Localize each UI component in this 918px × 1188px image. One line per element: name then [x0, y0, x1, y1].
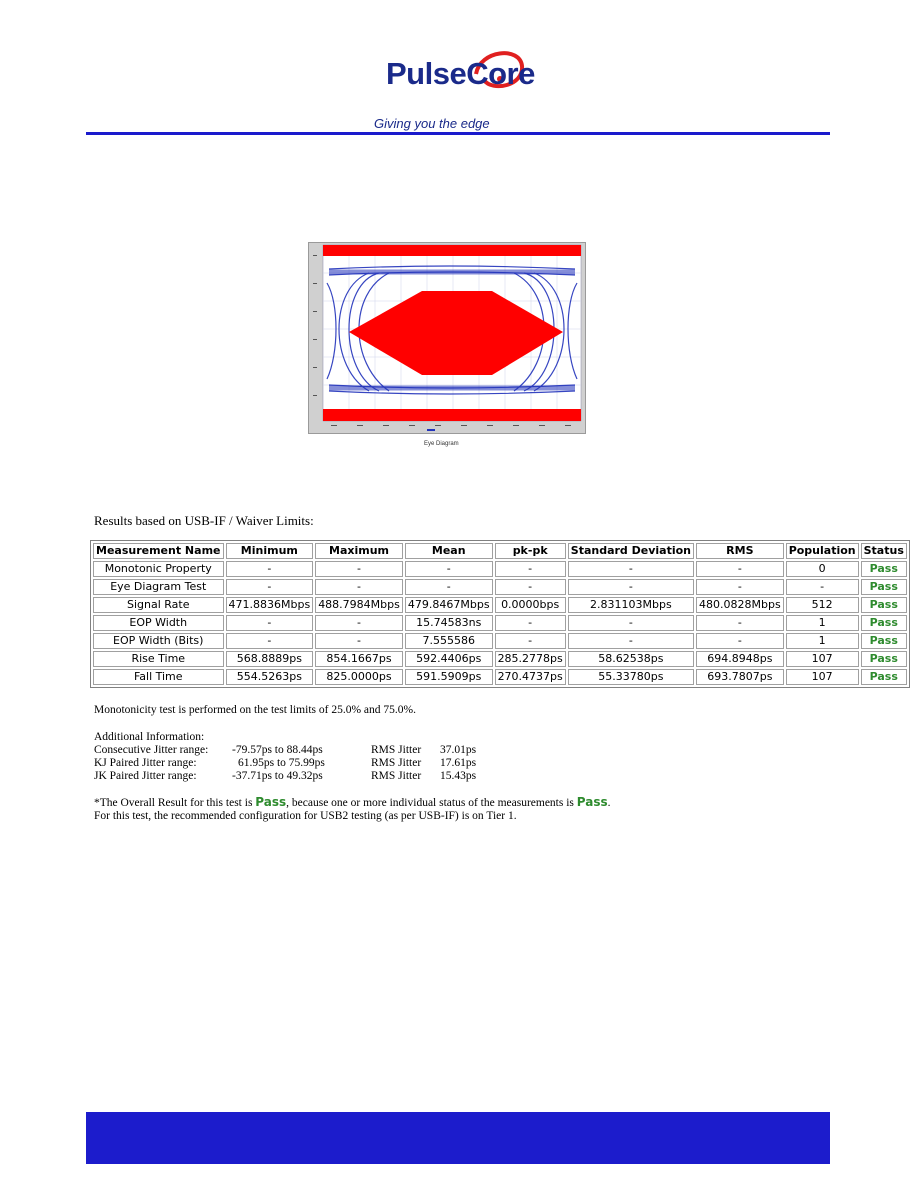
- table-cell: 592.4406ps: [405, 651, 493, 667]
- overall-suffix: .: [607, 797, 611, 809]
- config-note: For this test, the recommended configuration for USB2 testing (as per USB-IF) is on Tier 1.: [94, 810, 517, 822]
- table-cell: 480.0828Mbps: [696, 597, 784, 613]
- table-cell: 2.831103Mbps: [568, 597, 694, 613]
- table-cell: 694.8948ps: [696, 651, 784, 667]
- rms-jitter-label: RMS Jitter: [371, 757, 422, 769]
- table-cell: 55.33780ps: [568, 669, 694, 685]
- table-cell: -: [226, 615, 314, 631]
- table-cell: -: [495, 561, 566, 577]
- table-cell: -: [226, 579, 314, 595]
- table-cell: 488.7984Mbps: [315, 597, 403, 613]
- table-cell: -: [696, 561, 784, 577]
- table-cell: 1: [786, 615, 859, 631]
- status-cell: Pass: [861, 651, 907, 667]
- logo-tagline: Giving you the edge: [374, 116, 490, 131]
- measurement-name-cell: Fall Time: [93, 669, 224, 685]
- rms-jitter-label: RMS Jitter: [371, 770, 422, 782]
- table-cell: -: [226, 561, 314, 577]
- measurement-name-cell: EOP Width (Bits): [93, 633, 224, 649]
- table-cell: -: [696, 615, 784, 631]
- table-cell: -: [696, 633, 784, 649]
- table-cell: -: [568, 561, 694, 577]
- table-cell: 15.74583ns: [405, 615, 493, 631]
- status-cell: Pass: [861, 597, 907, 613]
- overall-pass-status: Pass: [576, 795, 608, 809]
- status-cell: Pass: [861, 579, 907, 595]
- table-cell: 591.5909ps: [405, 669, 493, 685]
- jitter-range: -79.57ps to 88.44ps: [232, 744, 323, 756]
- overall-result: [94, 795, 611, 809]
- table-row: [93, 669, 907, 685]
- table-cell: 512: [786, 597, 859, 613]
- table-cell: -: [495, 615, 566, 631]
- table-row: [93, 597, 907, 613]
- table-row: [93, 561, 907, 577]
- table-cell: -: [315, 579, 403, 595]
- table-cell: -: [315, 633, 403, 649]
- jitter-label: JK Paired Jitter range:: [94, 770, 197, 782]
- rms-jitter-value: 17.61ps: [440, 757, 477, 769]
- table-row: [93, 579, 907, 595]
- table-cell: 479.8467Mbps: [405, 597, 493, 613]
- eye-diagram-image: [308, 242, 586, 434]
- column-header: Status: [861, 543, 907, 559]
- column-header: pk-pk: [495, 543, 566, 559]
- table-cell: 107: [786, 669, 859, 685]
- table-cell: 471.8836Mbps: [226, 597, 314, 613]
- table-cell: -: [315, 561, 403, 577]
- status-cell: Pass: [861, 633, 907, 649]
- table-cell: 107: [786, 651, 859, 667]
- table-cell: -: [696, 579, 784, 595]
- jitter-range: -37.71ps to 49.32ps: [232, 770, 323, 782]
- status-cell: Pass: [861, 561, 907, 577]
- column-header: RMS: [696, 543, 784, 559]
- header-rule: [86, 132, 830, 135]
- table-cell: -: [226, 633, 314, 649]
- table-row: [93, 633, 907, 649]
- table-cell: 693.7807ps: [696, 669, 784, 685]
- logo-wordmark: PulseCore: [386, 56, 535, 91]
- company-logo: [374, 44, 544, 136]
- results-table: [90, 540, 910, 688]
- table-cell: 0: [786, 561, 859, 577]
- table-cell: 1: [786, 633, 859, 649]
- column-header: Mean: [405, 543, 493, 559]
- jitter-range: 61.95ps to 75.99ps: [238, 757, 325, 769]
- overall-prefix: *The Overall Result for this test is: [94, 797, 256, 809]
- column-header: Minimum: [226, 543, 314, 559]
- table-cell: -: [405, 579, 493, 595]
- additional-info-title: Additional Information:: [94, 731, 205, 743]
- measurement-name-cell: Monotonic Property: [93, 561, 224, 577]
- table-row: [93, 615, 907, 631]
- results-heading: Results based on USB-IF / Waiver Limits:: [94, 513, 314, 528]
- measurement-name-cell: Signal Rate: [93, 597, 224, 613]
- table-cell: -: [405, 561, 493, 577]
- jitter-label: Consecutive Jitter range:: [94, 744, 209, 756]
- table-cell: 7.555586: [405, 633, 493, 649]
- measurement-name-cell: Eye Diagram Test: [93, 579, 224, 595]
- column-header: Standard Deviation: [568, 543, 694, 559]
- monotonicity-note: Monotonicity test is performed on the test limits of 25.0% and 75.0%.: [94, 704, 416, 716]
- overall-middle: , because one or more individual status of the measurements is: [286, 797, 577, 809]
- table-cell: -: [495, 633, 566, 649]
- column-header: Population: [786, 543, 859, 559]
- table-cell: 568.8889ps: [226, 651, 314, 667]
- table-cell: -: [568, 633, 694, 649]
- table-cell: -: [568, 579, 694, 595]
- rms-jitter-label: RMS Jitter: [371, 744, 422, 756]
- table-cell: 285.2778ps: [495, 651, 566, 667]
- jitter-label: KJ Paired Jitter range:: [94, 757, 197, 769]
- table-cell: 58.62538ps: [568, 651, 694, 667]
- column-header: Measurement Name: [93, 543, 224, 559]
- status-cell: Pass: [861, 615, 907, 631]
- status-cell: Pass: [861, 669, 907, 685]
- rms-jitter-value: 15.43ps: [440, 770, 477, 782]
- overall-pass: Pass: [255, 795, 287, 809]
- table-cell: 0.0000bps: [495, 597, 566, 613]
- measurement-name-cell: EOP Width: [93, 615, 224, 631]
- measurement-name-cell: Rise Time: [93, 651, 224, 667]
- table-cell: -: [495, 579, 566, 595]
- table-cell: -: [315, 615, 403, 631]
- table-cell: -: [786, 579, 859, 595]
- table-cell: -: [568, 615, 694, 631]
- table-row: [93, 651, 907, 667]
- table-cell: 270.4737ps: [495, 669, 566, 685]
- table-cell: 854.1667ps: [315, 651, 403, 667]
- table-cell: 825.0000ps: [315, 669, 403, 685]
- table-cell: 554.5263ps: [226, 669, 314, 685]
- rms-jitter-value: 37.01ps: [440, 744, 477, 756]
- column-header: Maximum: [315, 543, 403, 559]
- footer-bar: [86, 1112, 830, 1164]
- figure-caption: Eye Diagram: [424, 441, 459, 447]
- table-header-row: [93, 543, 907, 559]
